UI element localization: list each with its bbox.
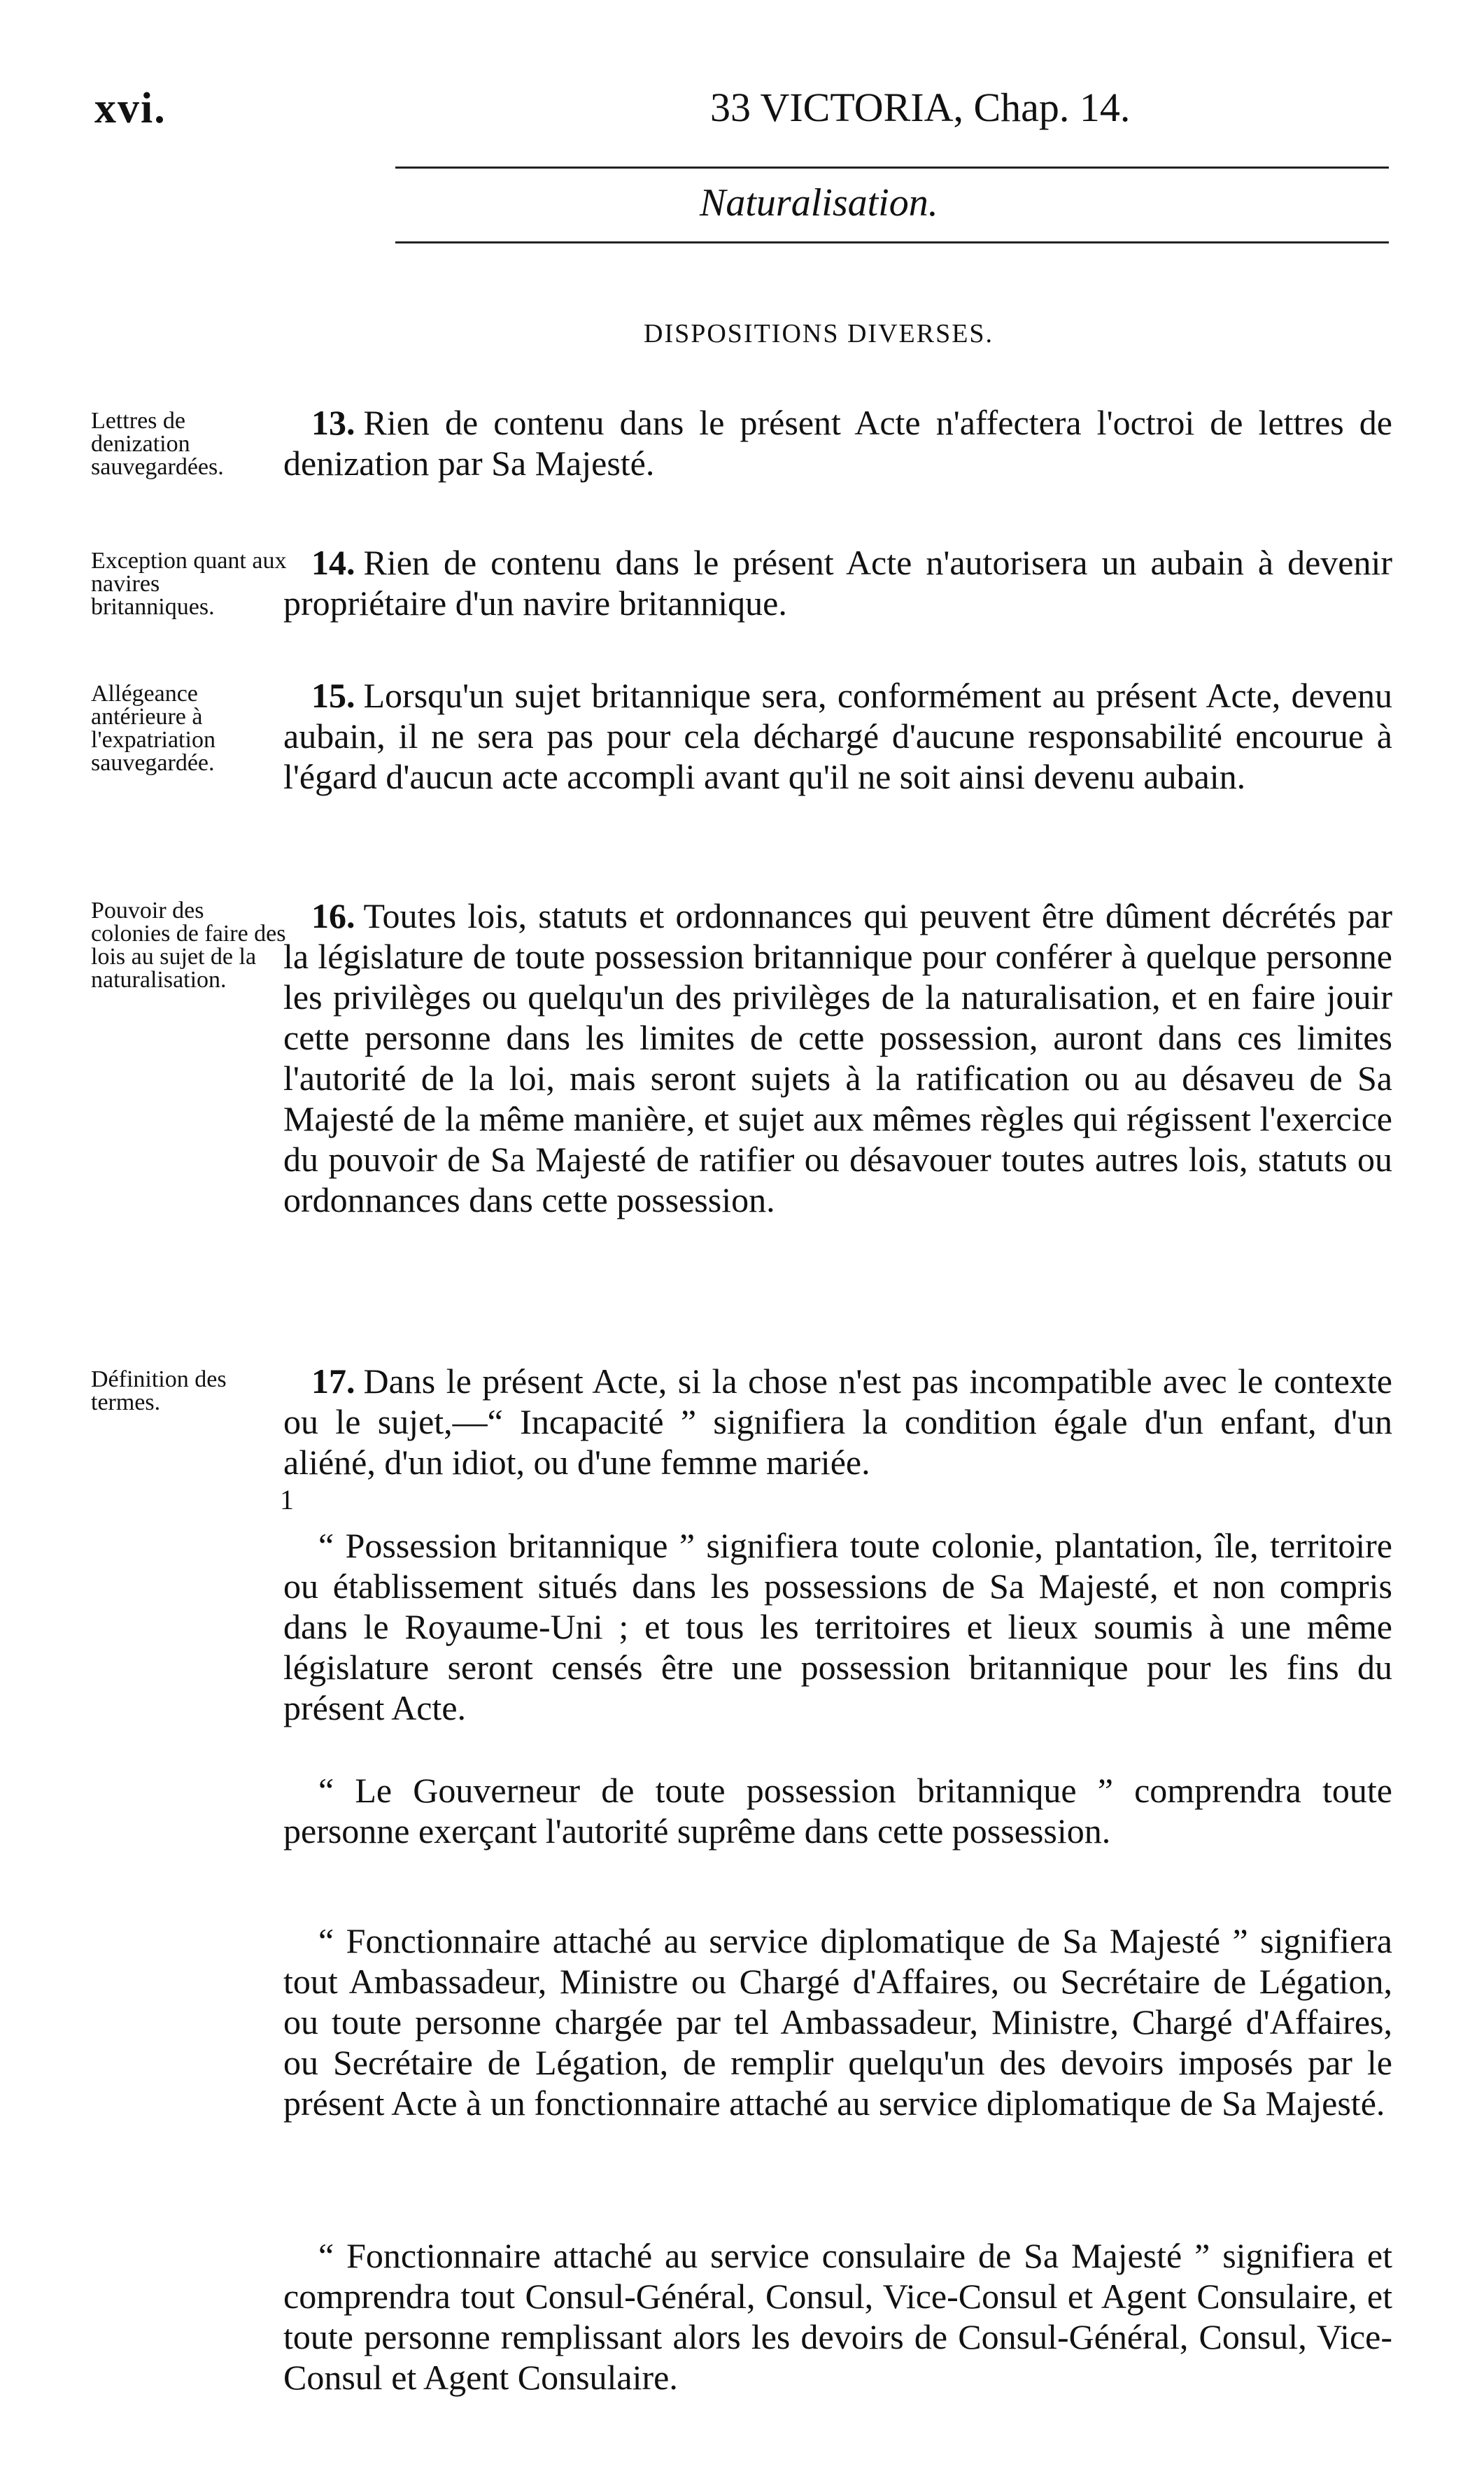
margin-note-14: Exception quant aux navires britanniques. bbox=[91, 548, 287, 620]
margin-note-17: Définition des termes. bbox=[91, 1366, 227, 1415]
section-text: Dans le présent Acte, si la chose n'est pas incompatible avec le contexte ou le sujet,—“ Incapacité ” signifiera la condition égale d'un enfant, d'un aliéné, d'un idiot, ou d'une femme mariée. bbox=[283, 1361, 1392, 1482]
section-14 bbox=[283, 542, 1392, 623]
margin-note-15: Allégeance antérieure à l'expatriation sauvegardée. bbox=[91, 681, 215, 776]
section-15 bbox=[283, 675, 1392, 797]
page-number: xvi. bbox=[94, 85, 167, 132]
section-text: Toutes lois, statuts et ordonnances qui peuvent être dûment décrétés par la législature de toute possession britannique pour conférer à quelque personne les privilèges ou quelqu'un des privilèges de la naturalisation, et en faire jouir cette personne dans les limites de cette possession, auront dans ces limites l'autorité de la loi, mais seront sujets à la ratification ou au désaveu de Sa Majesté de la même manière, et sujet aux mêmes règles qui régissent l'exercice du pouvoir de Sa Majesté de ratifier ou désavouer toutes autres lois, statuts ou ordonnances dans cette possession. bbox=[283, 896, 1392, 1219]
header-rule-bottom bbox=[395, 241, 1389, 243]
section-text: Rien de contenu dans le présent Acte n'affectera l'octroi de lettres de denization par Sa Majesté. bbox=[283, 403, 1392, 483]
definition-possession: “ Possession britannique ” signifiera toute colonie, plantation, île, territoire ou établissement situés dans les possessions de Sa Majesté, et non compris dans le Royaume-Uni ; et tous les territoires et lieux soumis à une même législature seront censés être une possession britannique pour les fins du présent Acte. bbox=[283, 1526, 1392, 1727]
section-number: 14. bbox=[311, 543, 355, 582]
section-number: 13. bbox=[311, 403, 355, 442]
page-header bbox=[94, 84, 1386, 140]
running-head: 33 VICTORIA, Chap. 14. bbox=[710, 85, 1131, 130]
definition-consulaire: “ Fonctionnaire attaché au service consulaire de Sa Majesté ” signifiera et comprendra tout Consul-Général, Consul, Vice-Consul et Agent Consulaire, et toute personne remplissant alors les devoirs de Consul-Général, Consul, Vice-Consul et Agent Consulaire. bbox=[283, 2236, 1392, 2397]
header-rule-top bbox=[395, 167, 1389, 169]
section-13 bbox=[283, 402, 1392, 483]
section-number: 15. bbox=[311, 676, 355, 715]
section-heading: DISPOSITIONS DIVERSES. bbox=[644, 319, 994, 348]
definition-diplomatique: “ Fonctionnaire attaché au service diplomatique de Sa Majesté ” signifiera tout Ambassadeur, Ministre ou Chargé d'Affaires, ou Secrétaire de Légation, ou toute personne chargée par tel Ambassadeur, Ministre, Chargé d'Affaires, ou Secrétaire de Légation, de remplir quelqu'un des devoirs imposés par le présent Acte à un fonctionnaire attaché au service diplomatique de Sa Majesté. bbox=[283, 1921, 1392, 2123]
stray-mark: 1 bbox=[280, 1484, 294, 1515]
section-text: Lorsqu'un sujet britannique sera, conformément au présent Acte, devenu aubain, il ne sera pas pour cela déchargé d'aucune responsabilité encourue à l'égard d'aucun acte accompli avant qu'il ne soit ainsi devenu aubain. bbox=[283, 676, 1392, 796]
section-number: 16. bbox=[311, 896, 355, 935]
definition-gouverneur: “ Le Gouverneur de toute possession britannique ” comprendra toute personne exerçant l'autorité suprême dans cette possession. bbox=[283, 1771, 1392, 1851]
section-16 bbox=[283, 896, 1392, 1220]
margin-note-16: Pouvoir des colonies de faire des lois au sujet de la naturalisation. bbox=[91, 898, 286, 993]
margin-note-13: Lettres de denization sauvegardées. bbox=[91, 408, 224, 480]
section-17 bbox=[283, 1361, 1392, 1483]
section-text: Rien de contenu dans le présent Acte n'autorisera un aubain à devenir propriétaire d'un navire britannique. bbox=[283, 543, 1392, 623]
section-number: 17. bbox=[311, 1361, 355, 1401]
section-title: Naturalisation. bbox=[700, 181, 938, 225]
